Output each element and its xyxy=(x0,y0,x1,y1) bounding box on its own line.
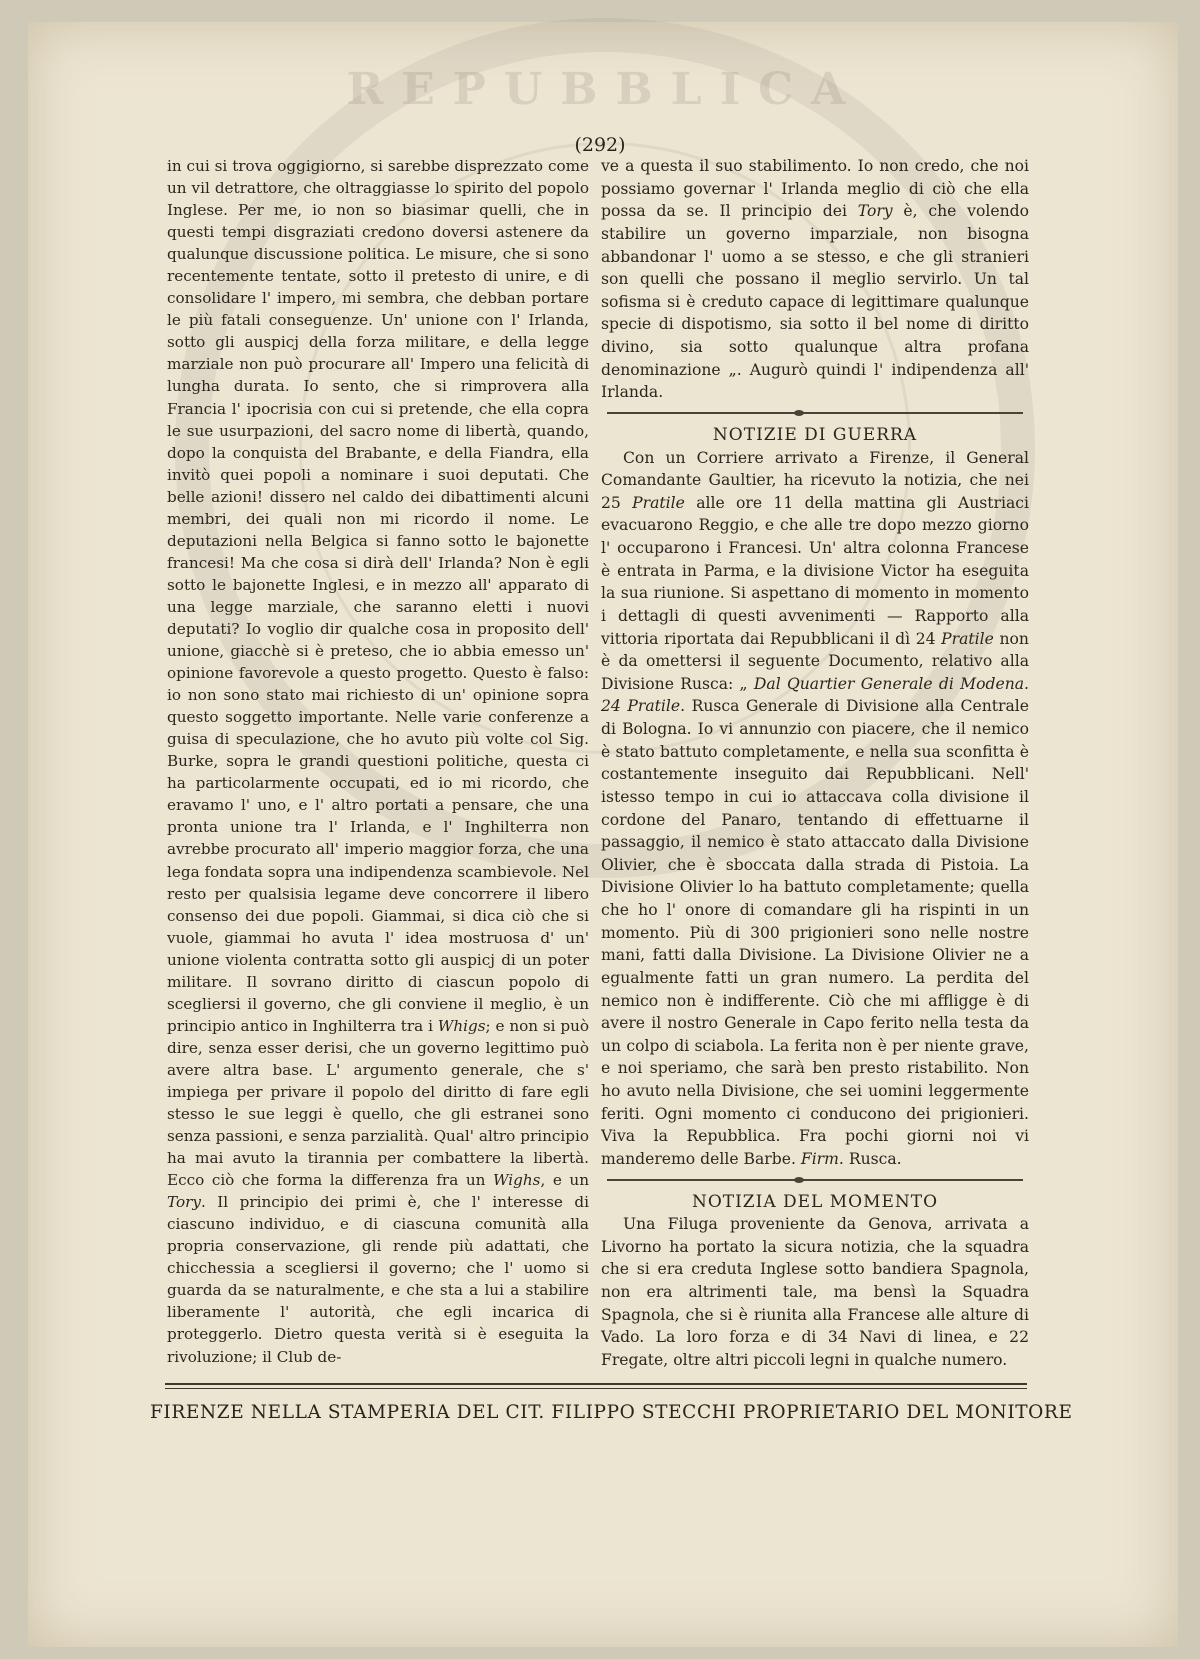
war-news-text: Con un Corriere arrivato a Firenze, il General Comandante Gaultier, ha ricevuto la notizia, che nei 25 Pratile alle ore 11 della mattina gli Austriaci evacuarono Reggio, e che alle tre dopo mezzo giorno l' occuparono i Francesi. Un' altra colonna Francese è entrata in Parma, e la divisione Victor ha eseguita la sua riunione. Si aspettano di momento in momento i dettagli di questi avvenimenti — Rapporto alla vittoria riportata dai Repubblicani il dì 24 Pratile non è da omettersi il seguente Documento, relativo alla Divisione Rusca: „ Dal Quartier Generale di Modena. 24 Pratile. Rusca Generale di Divisione alla Centrale di Bologna. Io vi annunzio con piacere, che il nemico è stato battuto completamente, e nella sua sconfitta è costantemente inseguito dai Repubblicani. Nell' istesso tempo in cui io attaccava colla divisione il cordone del Panaro, tentando di effettuarne il passaggio, il nemico è stato attaccato dalla Divisione Olivier, che è sboccata dalla strada di Pistoia. La Divisione Olivier lo ha battuto completamente; quella che ho l' onore di comandare gli ha rispinti in un momento. Più di 300 prigionieri sono nelle nostre mani, fatti dalla Divisione. La Divisione Olivier ne a egualmente fatti un gran numero. La perdita del nemico non è indifferente. Ciò che mi affligge è di avere il nostro Generale in Capo ferito nella testa da un colpo di sciabola. La ferita non è per niente grave, e noi speriamo, che sarà ben presto ristabilito. Non ho avuto nella Divisione, che sei uomini leggermente feriti. Ogni momento ci conducono dei prigionieri. Viva la Repubblica. Fra pochi giorni noi vi manderemo delle Barbe. Firm. Rusca. xyxy=(601,448,1029,1168)
section-divider xyxy=(607,1179,1023,1181)
war-news-title: NOTIZIE DI GUERRA xyxy=(712,424,918,445)
section-divider xyxy=(607,412,1023,414)
right-column xyxy=(601,155,1029,1372)
page-number: (292) xyxy=(574,134,626,156)
right-column-intro: ve a questa il suo stabilimento. Io non credo, che noi possiamo governar l' Irlanda meglio di ciò che ella possa da se. Il principio dei Tory è, che volendo stabilire un governo imparziale, non bisogna abbandonar l' uomo a se stesso, e che gli stranieri son quelli che possano il meglio servirlo. Un tal sofisma si è creduto capace di legittimare qualunque specie di dispotismo, sia sotto il bel nome di diritto divino, sia sotto qualunque altra profana denominazione „. Augurò quindi l' indipendenza all' Irlanda. xyxy=(601,157,1029,402)
footer-rule xyxy=(165,1383,1027,1385)
printer-imprint: FIRENZE NELLA STAMPERIA DEL CIT. FILIPPO STECCHI PROPRIETARIO DEL MONITORE xyxy=(150,1402,1073,1423)
moment-news-title: NOTIZIA DEL MOMENTO xyxy=(691,1191,939,1212)
left-column-text: in cui si trova oggigiorno, si sarebbe disprezzato come un vil detrattore, che oltraggiasse lo spirito del popolo Inglese. Per me, io non so biasimar quelli, che in questi tempi disgraziati credono doversi astenere da qualunque discussione politica. Le misure, che si sono recentemente tentate, sotto il pretesto di unire, e di consolidare l' impero, mi sembra, che debban portare le più fatali conseguenze. Un' unione con l' Irlanda, sotto gli auspicj della forza militare, e della legge marziale non può procurare all' Impero una felicità di lungha durata. Io sento, che si rimprovera alla Francia l' ipocrisia con cui si pretende, che ella copra le sue usurpazioni, del sacro nome di libertà, quando, dopo la conquista del Brabante, e della Fiandra, ella invitò quei popoli a nominare i suoi deputati. Che belle azioni! dissero nel caldo dei dibattimenti alcuni membri, dei quali non mi ricordo il nome. Le deputazioni nella Belgica si fanno sotto le bajonette francesi! Ma che cosa si dirà dell' Irlanda? Non è egli sotto le bajonette Inglesi, e in mezzo all' apparato di una legge marziale, che saranno eletti i nuovi deputati? Io voglio dir qualche cosa in proposito dell' unione, giacchè si è preteso, che io abbia emesso un' opinione favorevole a questo progetto. Questo è falso: io non sono stato mai richiesto di un' opinione sopra questo soggetto importante. Nelle varie conferenze a guisa di speculazione, che ho avuto più volte col Sig. Burke, sopra le grandi questioni politiche, questa ci ha particolarmente occupati, ed io mi ricordo, che eravamo l' uno, e l' altro portati a pensare, che una pronta unione tra l' Irlanda, e l' Inghilterra non avrebbe procurato all' imperio maggior forza, che una lega fondata sopra una indipendenza scambievole. Nel resto per qualsisia legame deve concorrere il libero consenso dei due popoli. Giammai, si dica ciò che si vuole, giammai ho avuta l' idea mostruosa d' un' unione violenta contratta sotto gli auspicj di un poter militare. Il sovrano diritto di ciascun popolo di scegliersi il governo, che gli conviene il meglio, è un principio antico in Inghilterra tra i Whigs; e non si può dire, senza esser derisi, che un governo legittimo può avere altra base. L' argumento generale, che s' impiega per privare il popolo del diritto di fare egli stesso le sue leggi è quello, che gli estranei sono senza passioni, e senza parzialità. Qual' altro principio ha mai avuto la tirannia per combattere la libertà. Ecco ciò che forma la differenza fra un Wighs, e un Tory. Il principio dei primi è, che l' interesse di ciascuno individuo, e di ciascuna comunità alla propria conservazione, gli rende più adattati, che chicchessia a scegliersi il governo; che l' uomo si guarda da se naturalmente, e che sta a lui a stabilire liberamente l' autorità, che egli incarica di proteggerlo. Dietro questa verità si è eseguita la rivoluzione; il Club de- xyxy=(167,157,590,1366)
moment-news-text: Una Filuga proveniente da Genova, arrivata a Livorno ha portato la sicura notizia, che la squadra che si era creduta Inglese sotto bandiera Spagnola, non era altrimenti tale, ma bensì la Squadra Spagnola, che si è riunita alla Francese alle alture di Vado. La loro forza e di 34 Navi di linea, e 22 Fregate, oltre altri piccoli legni in qualche numero. xyxy=(601,1215,1029,1369)
left-column xyxy=(167,155,589,1368)
